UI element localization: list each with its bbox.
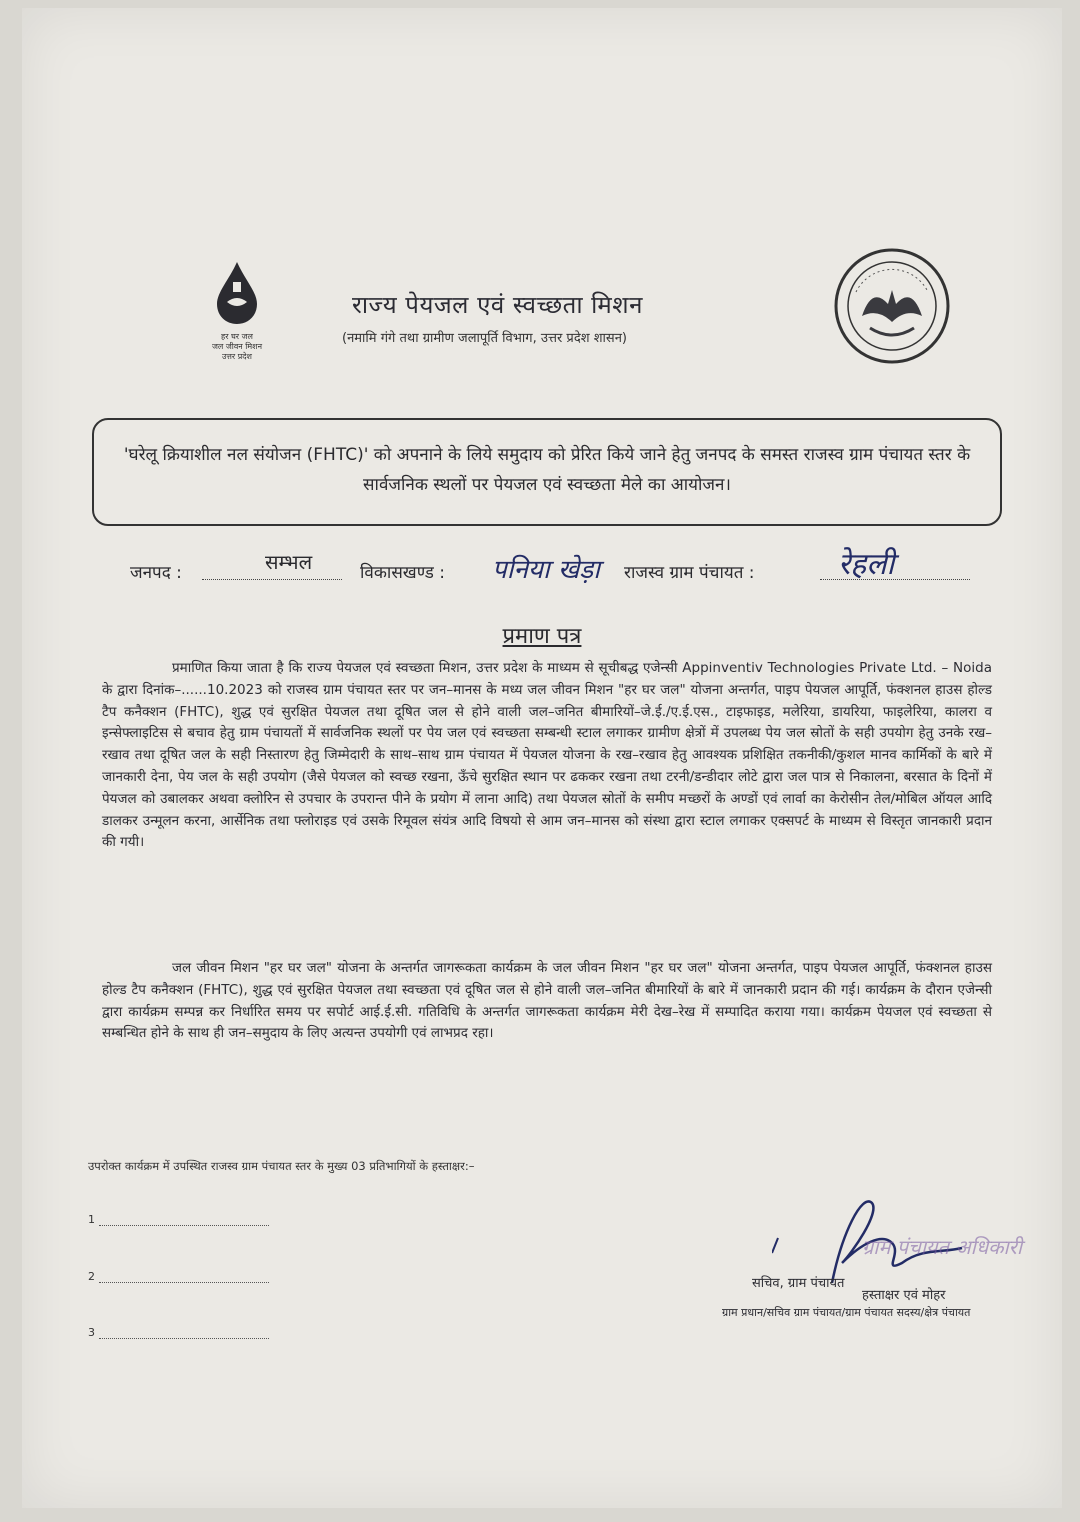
stamp-faded-text: ग्राम पंचायत अधिकारी bbox=[862, 1235, 1023, 1259]
certificate-page bbox=[22, 8, 1062, 1508]
signature-instruction: उपरोक्त कार्यक्रम में उपस्थित राजस्व ग्राम पंचायत स्तर के मुख्य 03 प्रतिभागियों के हस्ताक्षर:– bbox=[88, 1159, 475, 1173]
gram-dots bbox=[820, 560, 970, 580]
official-signature-stamp bbox=[712, 1193, 1023, 1363]
mission-subtitle: (नमामि गंगे तथा ग्रामीण जलापूर्ति विभाग, उत्तर प्रदेश शासन) bbox=[342, 331, 627, 346]
logo-line-1: हर घर जल bbox=[221, 332, 253, 341]
subject-box: 'घरेलू क्रियाशील नल संयोजन (FHTC)' को अपनाने के लिये समुदाय को प्रेरित किये जाने हेतु जनपद के समस्त राजस्व ग्राम पंचायत स्तर के सार्वजनिक स्थलों पर पेयजल एवं स्वच्छता मेले का आयोजन। bbox=[92, 418, 1002, 526]
certificate-title: प्रमाण पत्र bbox=[502, 624, 582, 649]
certificate-paragraph-2: जल जीवन मिशन "हर घर जल" योजना के अन्तर्गत जागरूकता कार्यक्रम के जल जीवन मिशन "हर घर जल" योजना अन्तर्गत, पाइप पेयजल आपूर्ति, फंक्शनल हाउस होल्ड टैप कनैक्शन (FHTC), शुद्ध एवं सुरक्षित पेयजल तथा स्वच्छता एवं दूषित जल से होने वाली जल–जनित बीमारियों के बारे में जानकारी प्रदान की गई। कार्यक्रम के दौरान एजेन्सी द्वारा कार्यक्रम सम्पन्न कर निर्धारित समय पर सपोर्ट आई.ई.सी. गतिविधि के अन्तर्गत जागरूकता कार्यक्रम मेरी देख–रेख में सम्पादित कराया गया। कार्यक्रम पेयजल एवं स्वच्छता से सम्बन्धित होने के साथ ही जन–समुदाय के लिए अत्यन्त उपयोगी एवं लाभप्रद रहा। bbox=[102, 960, 992, 1042]
stamp-line-3: ग्राम प्रधान/सचिव ग्राम पंचायत/ग्राम पंचायत सदस्य/क्षेत्र पंचायत bbox=[722, 1306, 971, 1319]
up-government-seal-icon bbox=[832, 246, 952, 366]
signature-number: 2 bbox=[88, 1270, 95, 1283]
mission-title: राज्य पेयजल एवं स्वच्छता मिशन bbox=[352, 291, 643, 319]
letterhead bbox=[192, 258, 972, 388]
logo-line-2: जल जीवन मिशन bbox=[211, 342, 263, 351]
certificate-paragraph-1: प्रमाणित किया जाता है कि राज्य पेयजल एवं स्वच्छता मिशन, उत्तर प्रदेश के माध्यम से सूचीबद्ध एजेन्सी Appinventiv Technologies Private Ltd. – Noida के द्वारा दिनांक–......10.2023 को राजस्व ग्राम पंचायत स्तर पर जन–मानस के मध्य जल जीवन मिशन "हर घर जल" योजना अन्तर्गत, पाइप पेयजल आपूर्ति, फंक्शनल हाउस होल्ड टैप कनैक्शन (FHTC), शुद्ध एवं सुरक्षित पेयजल तथा दूषित जल से होने वाली जल–जनित बीमारियों–जे.ई./ए.ई.एस., टाइफाइड, मलेरिया, डायरिया, फाइलेरिया, कालरा व इन्सेफ्लाइटिस से बचाव हेतु ग्राम पंचायतों में सार्वजनिक स्थलों पर पेय जल एवं स्वच्छता सम्बन्धी स्टाल लगाकर ग्रामीण क्षेत्रों में उपलब्ध पेय जल स्रोतों के सही उपयोग हेतु उनके रख–रखाव तथा दूषित जल के सही निस्तारण हेतु जिम्मेदारी के साथ–साथ ग्राम पंचायत में पेयजल योजना के रख–रखाव हेतु आवश्यक प्रशिक्षित तकनीकी/कुशल मानव कार्मिकों के बारे में जानकारी देना, पेय जल के सही उपयोग (जैसे पेयजल को स्वच्छ रखना, ऊँचे सुरक्षित स्थान पर ढककर रखना तथा टरनी/डन्डीदार लोटे द्वारा जल पात्र से निकालना, बरसात के दिनों में पेयजल को उबालकर अथवा क्लोरिन से उपचार के उपरान्त पीने के प्रयोग में लाना आदि) तथा पेयजल स्रोतों के समीप मच्छरों के अण्डों एवं लार्वा का केरोसीन तेल/मोबिल ऑयल आदि डालकर उन्मूलन करना, आर्सेनिक तथा फ्लोराइड एवं उसके रिमूवल संयंत्र आदि विषयो से आम जन–मानस को संस्था द्वारा स्टाल लगाकर एक्सपर्ट के माध्यम से विस्तृत जानकारी प्रदान की गयी। bbox=[102, 660, 992, 851]
water-drop-icon bbox=[207, 258, 267, 328]
gram-panchayat-value: रेहली bbox=[838, 547, 895, 582]
stamp-line-1: सचिव, ग्राम पंचायत bbox=[752, 1276, 845, 1291]
gram-panchayat-label: राजस्व ग्राम पंचायत : bbox=[624, 563, 755, 583]
signature-line-1 bbox=[88, 1213, 269, 1226]
vikaskhand-label: विकासखण्ड : bbox=[360, 563, 446, 583]
vikaskhand-value: पनिया खेड़ा bbox=[492, 555, 600, 585]
signature-line-3 bbox=[88, 1326, 269, 1339]
stamp-line-2: हस्ताक्षर एवं मोहर bbox=[862, 1288, 946, 1303]
signature-number: 1 bbox=[88, 1213, 95, 1226]
signature-number: 3 bbox=[88, 1326, 95, 1339]
location-fields bbox=[130, 548, 990, 598]
logo-line-3: उत्तर प्रदेश bbox=[222, 352, 252, 361]
har-ghar-jal-logo bbox=[192, 258, 282, 368]
signature-line-2 bbox=[88, 1270, 269, 1283]
janpad-label: जनपद : bbox=[130, 563, 182, 583]
janpad-value: सम्भल bbox=[265, 550, 313, 574]
